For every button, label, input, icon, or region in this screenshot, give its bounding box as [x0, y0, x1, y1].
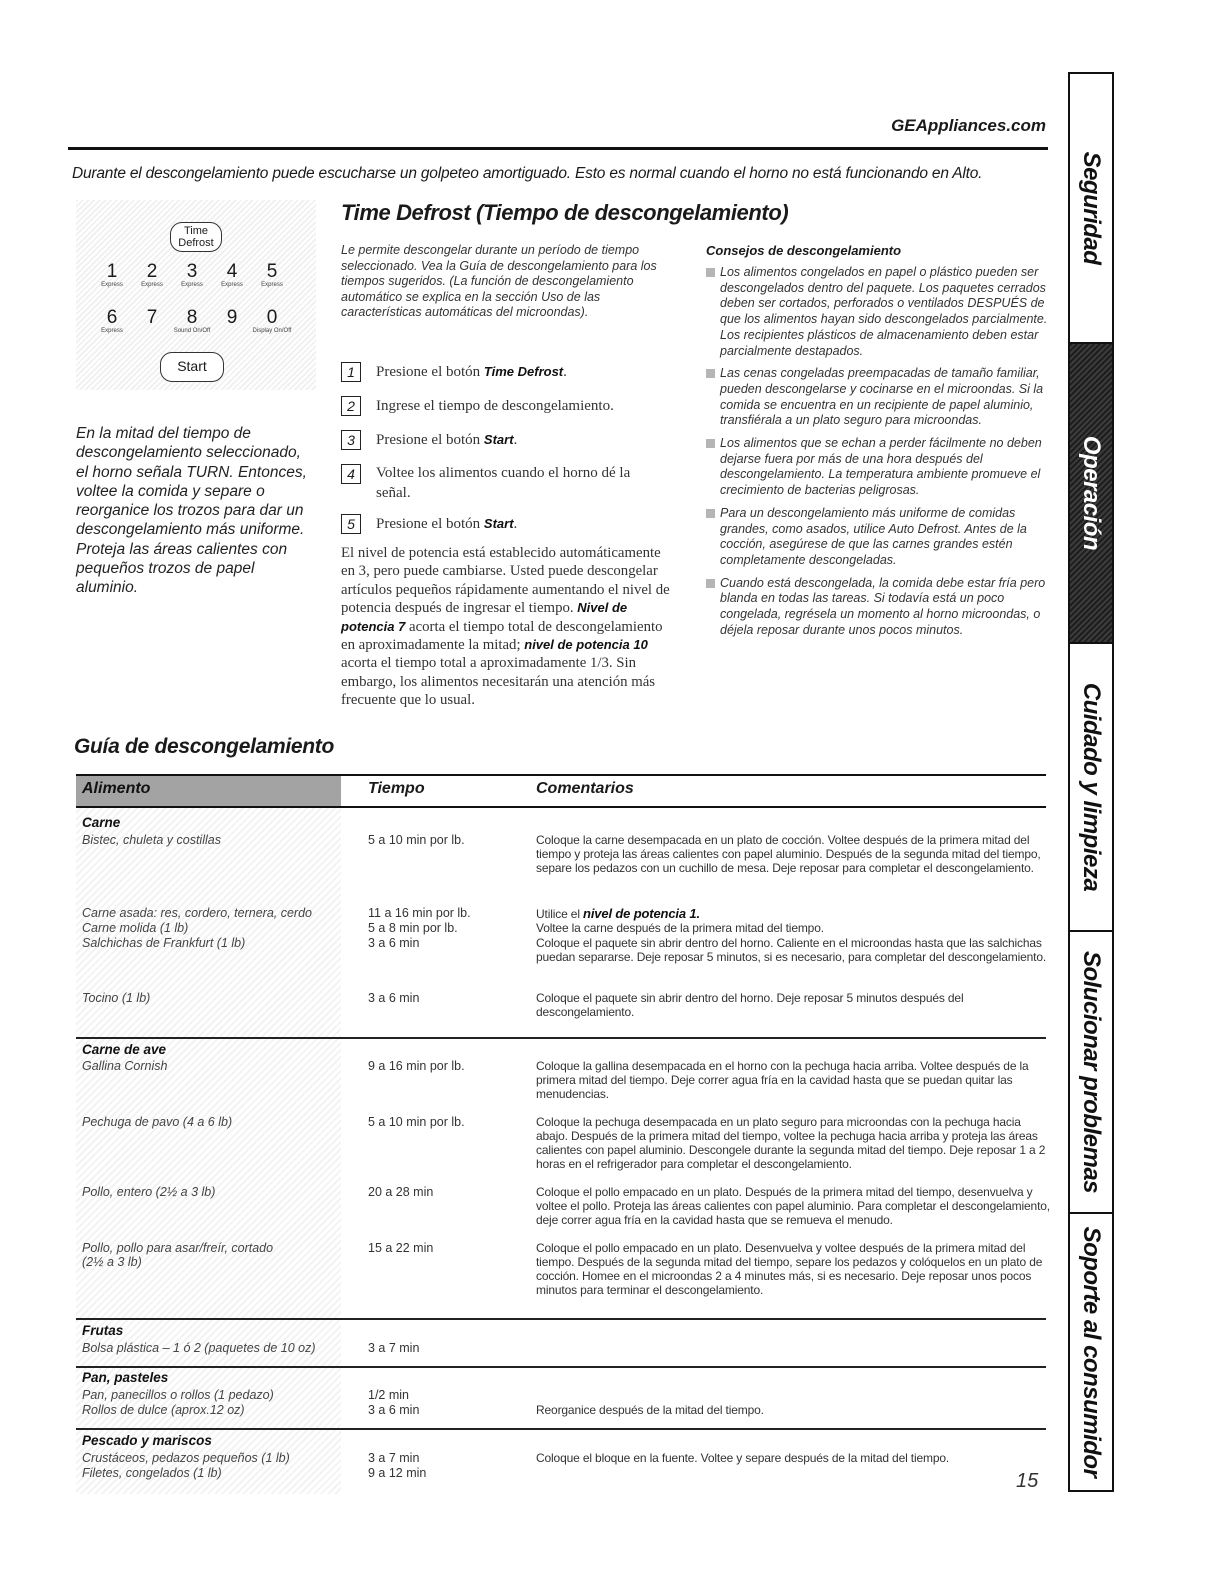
start-key: [160, 352, 224, 382]
time-sweet-rolls: 3 a 6 min: [368, 1403, 420, 1417]
tab-solucionar-problemas[interactable]: [1070, 932, 1112, 1214]
time-cornish-hen: 9 a 16 min por lb.: [368, 1059, 465, 1073]
food-column-background: [76, 776, 341, 1494]
key-9: 9: [226, 307, 238, 328]
step-text: Presione el botón Start.: [376, 432, 518, 448]
section-tabs: [1068, 72, 1114, 1492]
tip-item: Las cenas congeladas preempacadas de tamaño familiar, pueden descongelarse y cocinarse en el microondas. Si la comida se encuentra en un recipiente de papel aluminio, transfiérala a un plato seguro para microondas.: [706, 366, 1051, 429]
time-defrost-intro: Le permite descongelar durante un período de tiempo seleccionado. Vea la Guía de descongelamiento para los tiempos sugeridos. (La función de descongelamiento automático se explica en la sección Uso de las características automáticas del microondas).: [341, 243, 657, 320]
time-frankfurters: 3 a 6 min: [368, 936, 420, 950]
key-3: 3 Express: [181, 261, 203, 288]
keypad-caption: En la mitad del tiempo de descongelamiento seleccionado, el horno señala TURN. Entonces, voltee la comida y separe o reorganice los trozos para dar un descongelamiento más uniforme. Proteja las áreas calientes con pequeños trozos de papel aluminio.: [76, 425, 307, 597]
key-1: 1 Express: [101, 261, 123, 288]
tab-soporte-al-consumidor[interactable]: [1070, 1214, 1112, 1490]
column-header-comments: Comentarios: [536, 780, 634, 797]
category-divider: [76, 1318, 1046, 1320]
time-fillets: 9 a 12 min: [368, 1466, 427, 1480]
food-whole-chicken: Pollo, entero (2½ a 3 lb): [82, 1185, 216, 1199]
food-roast: Carne asada: res, cordero, ternera, cerdo: [82, 906, 312, 920]
step-number: 5: [341, 514, 361, 534]
time-cut-chicken: 15 a 22 min: [368, 1241, 434, 1255]
food-sweet-rolls: Rollos de dulce (aprox.12 oz): [82, 1403, 245, 1417]
tab-operacion[interactable]: [1070, 344, 1112, 644]
step-text: Ingrese el tiempo de descongelamiento.: [376, 398, 614, 414]
key-5: 5 Express: [261, 261, 283, 288]
tab-label: Soporte al consumidor: [1078, 1226, 1105, 1478]
step-number: 3: [341, 430, 361, 450]
site-url: GEAppliances.com: [891, 116, 1046, 135]
time-roast: 11 a 16 min por lb.: [368, 906, 471, 920]
comment-steak: Coloque la carne desempacada en un plato de cocción. Voltee después de la primera mitad del tiempo y proteja las áreas calientes con papel aluminio. Después de la segunda mitad del tiempo, separe los pedazos con un cuchillo de mesa. Deje reposar para completar el descongelamiento.: [536, 833, 1041, 875]
comment-cut-chicken: Coloque el pollo empacado en un plato. Desenvuelva y voltee después de la primera mitad del tiempo. Después de la segunda mitad del tiempo, separe los pedazos y colóquelos en un plato de cocción. Homee en el microondas 2 a 4 minutes más, si es necesario. Deje reposar unos pocos minutos para terminar el descongelamiento.: [536, 1241, 1043, 1297]
key-4: 4 Express: [221, 261, 243, 288]
tab-cuidado-y-limpieza[interactable]: [1070, 644, 1112, 932]
square-bullet-icon: [706, 579, 715, 588]
comment-shellfish: Coloque el bloque en la fuente. Voltee y separe después de la mitad del tiempo.: [536, 1451, 950, 1465]
category-divider: [76, 1428, 1046, 1430]
start-key-label: Start: [177, 358, 207, 374]
food-ground-meat: Carne molida (1 lb): [82, 921, 189, 935]
category-fruit: Frutas: [82, 1323, 124, 1338]
time-steak: 5 a 10 min por lb.: [368, 833, 465, 847]
food-bacon: Tocino (1 lb): [82, 991, 151, 1005]
comment-bacon: Coloque el paquete sin abrir dentro del horno. Deje reposar 5 minutos después del descongelamiento.: [536, 991, 964, 1019]
comment-sweet-rolls: Reorganice después de la mitad del tiempo.: [536, 1403, 764, 1417]
header-rule: [68, 147, 1048, 150]
comment-whole-chicken: Coloque el pollo empacado en un plato. Después de la primera mitad del tiempo, desenvuelva y voltee el pollo. Proteja las áreas calientes con papel aluminio. Para completar el descongelamiento, deje correr agua fría en la cavidad hasta que se remueva el menudo.: [536, 1185, 1050, 1227]
comment-cornish-hen: Coloque la gallina desempacada en el horno con la pechuga hacia arriba. Voltee después de la primera mitad del tiempo. Deje correr agua fría en la cavidad hasta que se puedan quitar las menudencias.: [536, 1059, 1029, 1101]
time-fruit-bag: 3 a 7 min: [368, 1341, 420, 1355]
step-number: 2: [341, 396, 361, 416]
column-header-food: Alimento: [82, 780, 151, 797]
food-fillets: Filetes, congelados (1 lb): [82, 1466, 222, 1480]
square-bullet-icon: [706, 509, 715, 518]
keypad-illustration: [76, 200, 316, 390]
food-shellfish: Crustáceos, pedazos pequeños (1 lb): [82, 1451, 290, 1465]
column-header-time: Tiempo: [368, 780, 425, 797]
category-divider: [76, 1037, 1046, 1039]
time-bread-rolls: 1/2 min: [368, 1388, 409, 1402]
time-whole-chicken: 20 a 28 min: [368, 1185, 434, 1199]
time-turkey-breast: 5 a 10 min por lb.: [368, 1115, 465, 1129]
key-0: 0 Display On/Off: [252, 307, 292, 334]
category-fish: Pescado y mariscos: [82, 1433, 212, 1448]
category-divider: [76, 1366, 1046, 1368]
comment-frankfurters: Coloque el paquete sin abrir dentro del horno. Caliente en el microondas hasta que las salchichas puedan separarse. Deje reposar 5 minutos, si es necesario, para completar del descongelamiento.: [536, 936, 1047, 964]
square-bullet-icon: [706, 439, 715, 448]
food-fruit-bag: Bolsa plástica – 1 ó 2 (paquetes de 10 oz): [82, 1341, 316, 1355]
key-2: 2 Express: [141, 261, 163, 288]
comment-roast: Utilice el nivel de potencia 1.: [536, 906, 700, 921]
tab-seguridad[interactable]: [1070, 74, 1112, 344]
comment-turkey-breast: Coloque la pechuga desempacada en un plato seguro para microondas con la pechuga hacia abajo. Después de la primera mitad del tiempo, voltee la pechuga hacia arriba y proteja las áreas calientes con papel aluminio. Descongele durante la segunda mitad del tiempo. Deje reposar 1 a 2 horas en el refrigerador para completar el descongelamiento.: [536, 1115, 1046, 1171]
category-bread: Pan, pasteles: [82, 1370, 169, 1385]
time-shellfish: 3 a 7 min: [368, 1451, 420, 1465]
guide-title: Guía de descongelamiento: [74, 735, 335, 758]
step-text: Presione el botón Time Defrost.: [376, 364, 567, 380]
square-bullet-icon: [706, 268, 715, 277]
step-text: Voltee los alimentos cuando el horno dé la señal.: [376, 465, 631, 501]
tips-title: Consejos de descongelamiento: [706, 243, 902, 258]
tips-list: [706, 265, 1051, 645]
header-bottom-rule: [76, 806, 1046, 808]
page-number: 15: [1016, 1470, 1039, 1492]
step-number: 1: [341, 362, 361, 382]
key-6: 6 Express: [101, 307, 123, 334]
tab-label: Cuidado y limpieza: [1078, 682, 1105, 892]
key-8: 8 Sound On/Off: [173, 307, 211, 334]
food-bread-rolls: Pan, panecillos o rollos (1 pedazo): [82, 1388, 274, 1402]
food-cornish-hen: Gallina Cornish: [82, 1059, 168, 1073]
food-steak: Bistec, chuleta y costillas: [82, 833, 221, 847]
time-ground-meat: 5 a 8 min por lb.: [368, 921, 458, 935]
time-defrost-key: [170, 222, 222, 252]
step-text: Presione el botón Start.: [376, 516, 518, 532]
tab-label: Solucionar problemas: [1078, 950, 1105, 1194]
tab-label: Operación: [1078, 435, 1105, 551]
tip-item: Los alimentos que se echan a perder fácilmente no deben dejarse fuera por más de una hora después del descongelamiento. La temperatura ambiente promueve el crecimiento de bacterias peligrosas.: [706, 436, 1051, 499]
section-title: Time Defrost (Tiempo de descongelamiento): [341, 200, 789, 225]
food-turkey-breast: Pechuga de pavo (4 a 6 lb): [82, 1115, 233, 1129]
tip-item: Los alimentos congelados en papel o plástico pueden ser descongelados dentro del paquete. Los paquetes cerrados deben ser cortados, perforados o ventilados DESPUÉS de que los alimentos hayan sido descongelados parcialmente. Los recipientes plásticos de almacenamiento deben estar parcialmente destapados.: [706, 265, 1051, 359]
key-7: 7: [146, 307, 158, 328]
food-frankfurters: Salchichas de Frankfurt (1 lb): [82, 936, 246, 950]
power-level-paragraph: El nivel de potencia está establecido automáticamente en 3, pero puede cambiarse. Usted puede descongelar artículos pequeños rápidamente aumentando el nivel de potencia después de ingresar el tiempo. Nivel de potencia 7 acorta el tiempo total de descongelamiento en aproximadamente la mitad; nivel de potencia 10 acorta el tiempo total a aproximadamente 1/3. Sin embargo, los alimentos necesitarán una atención más frecuente que lo usual.: [341, 545, 670, 709]
tab-label: Seguridad: [1078, 151, 1105, 265]
time-defrost-key-label: Time Defrost: [178, 225, 214, 249]
food-cut-chicken: Pollo, pollo para asar/freír, cortado (2½ a 3 lb): [82, 1241, 274, 1269]
tip-item: Para un descongelamiento más uniforme de comidas grandes, como asados, utilice Auto Defrost. Antes de la cocción, asegúrese de que las carnes grandes estén completamente descongeladas.: [706, 506, 1051, 569]
category-meat: Carne: [82, 815, 121, 830]
step-number: 4: [341, 464, 361, 484]
intro-note: Durante el descongelamiento puede escucharse un golpeteo amortiguado. Esto es normal cuando el horno no está funcionando en Alto.: [72, 165, 983, 182]
square-bullet-icon: [706, 369, 715, 378]
time-bacon: 3 a 6 min: [368, 991, 420, 1005]
comment-ground-meat: Voltee la carne después de la primera mitad del tiempo.: [536, 921, 824, 935]
category-poultry: Carne de ave: [82, 1042, 167, 1057]
tip-item: Cuando está descongelada, la comida debe estar fría pero blanda en todas las tareas. Si todavía está un poco congelada, regrésela un momento al horno microondas, o déjela reposar durante unos pocos minutos.: [706, 576, 1051, 639]
